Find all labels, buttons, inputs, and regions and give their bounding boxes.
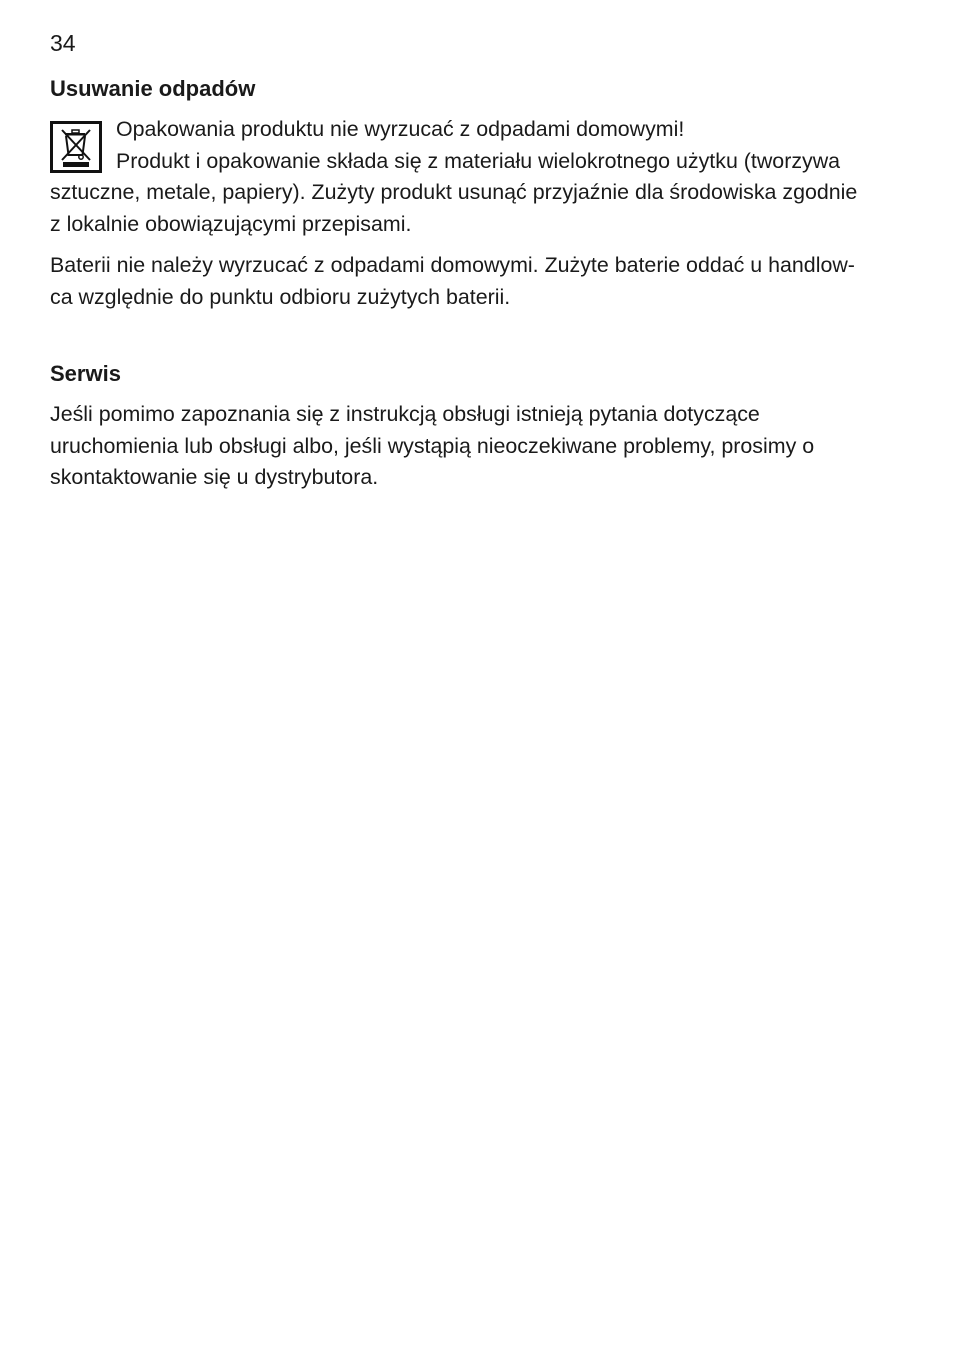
disposal-paragraph-2 [50, 250, 910, 313]
text-line: Produkt i opakowanie składa się z materiału wielokrotnego użytku (tworzywa [116, 148, 841, 173]
page-number: 34 [50, 30, 76, 56]
text-line: Opakowania produktu nie wyrzucać z odpadami domowymi! [116, 117, 685, 141]
service-heading: Serwis [50, 361, 121, 386]
text-line: z lokalnie obowiązującymi przepisami. [50, 211, 412, 236]
service-paragraph [50, 399, 910, 494]
text-line: Jeśli pomimo zapoznania się z instrukcją obsługi istnieją pytania dotyczące [50, 402, 760, 426]
disposal-heading: Usuwanie odpadów [50, 76, 256, 101]
disposal-paragraph-1 [50, 114, 910, 240]
text-line: Baterii nie należy wyrzucać z odpadami domowymi. Zużyte baterie oddać u handlow- [50, 253, 855, 277]
text-line: ca względnie do punktu odbioru zużytych baterii. [50, 284, 511, 309]
text-line: skontaktowanie się u dystrybutora. [50, 465, 379, 489]
text-line: sztuczne, metale, papiery). Zużyty produkt usunąć przyjaźnie dla środowiska zgodnie [50, 180, 858, 204]
text-line: uruchomienia lub obsługi albo, jeśli wystąpią nieoczekiwane problemy, prosimy o [50, 433, 815, 458]
